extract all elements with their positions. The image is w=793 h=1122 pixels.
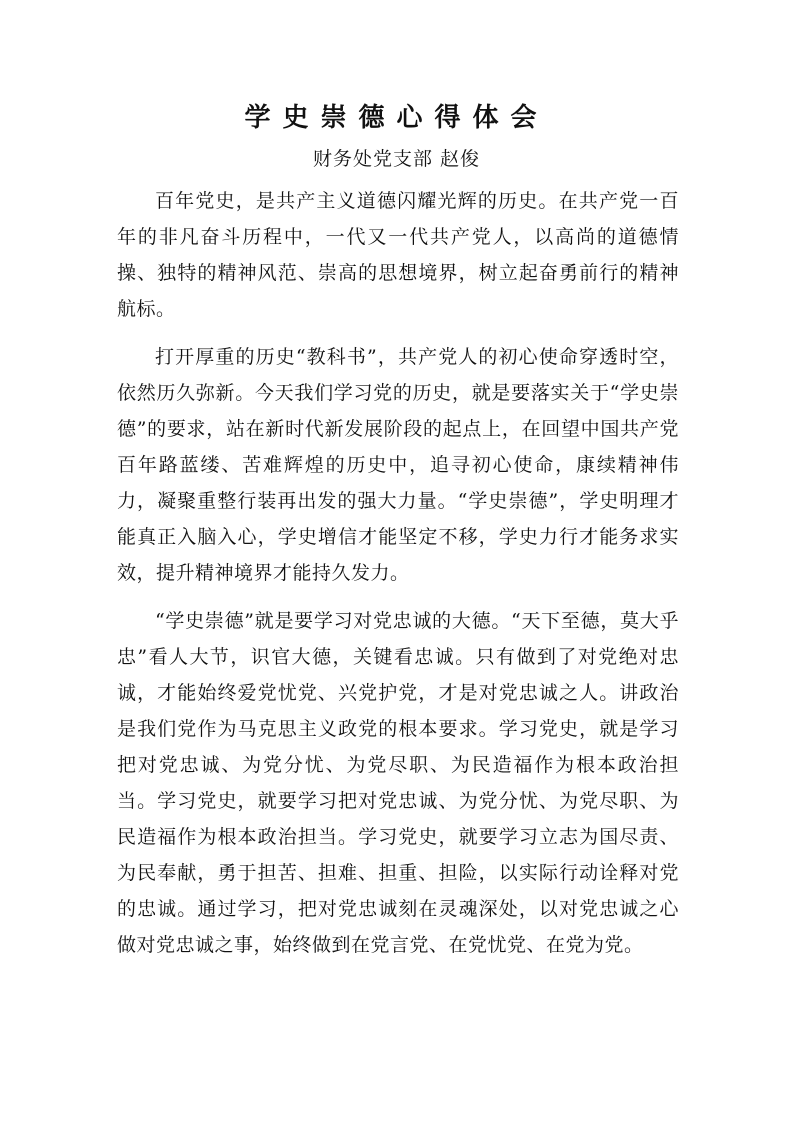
paragraph-3: “学史崇德”就是要学习对党忠诚的大德。“天下至德，莫大乎忠”看人大节，识官大德，关键看忠诚。只有做到了对党绝对忠诚，才能始终爱党忧党、兴党护党，才是对党忠诚之人。讲政治是我们党作为马克思主义政党的根本要求。学习党史，就是学习把对党忠诚、为党分忧、为党尽职、为民造福作为根本政治担当。学习党史，就要学习把对党忠诚、为党分忧、为党尽职、为民造福作为根本政治担当。学习党史，就要学习立志为国尽责、为民奉献，勇于担苦、担难、担重、担险，以实际行动诠释对党的忠诚。通过学习，把对党忠诚刻在灵魂深处，以对党忠诚之心做对党忠诚之事，始终做到在党言党、在党忧党、在党为党。 xyxy=(117,610,679,956)
document-body xyxy=(117,183,679,975)
paragraph-2: 打开厚重的历史“教科书”，共产党人的初心使命穿透时空，依然历久弥新。今天我们学习党的历史，就是要落实关于“学史崇德”的要求，站在新时代新发展阶段的起点上，在回望中国共产党百年路蓝缕、苦难辉煌的历史中，追寻初心使命，康续精神伟力，凝聚重整行装再出发的强大力量。“学史崇德”，学史明理才能真正入脑入心，学史增信才能坚定不移，学史力行才能务求实效，提升精神境界才能持久发力。 xyxy=(117,346,679,584)
document-author: 财务处党支部 赵俊 xyxy=(312,148,481,170)
document-title: 学史崇德心得体会 xyxy=(244,103,549,133)
paragraph-1: 百年党史，是共产主义道德闪耀光辉的历史。在共产党一百年的非凡奋斗历程中，一代又一代共产党人，以高尚的道德情操、独特的精神风范、崇高的思想境界，树立起奋勇前行的精神航标。 xyxy=(117,190,679,320)
